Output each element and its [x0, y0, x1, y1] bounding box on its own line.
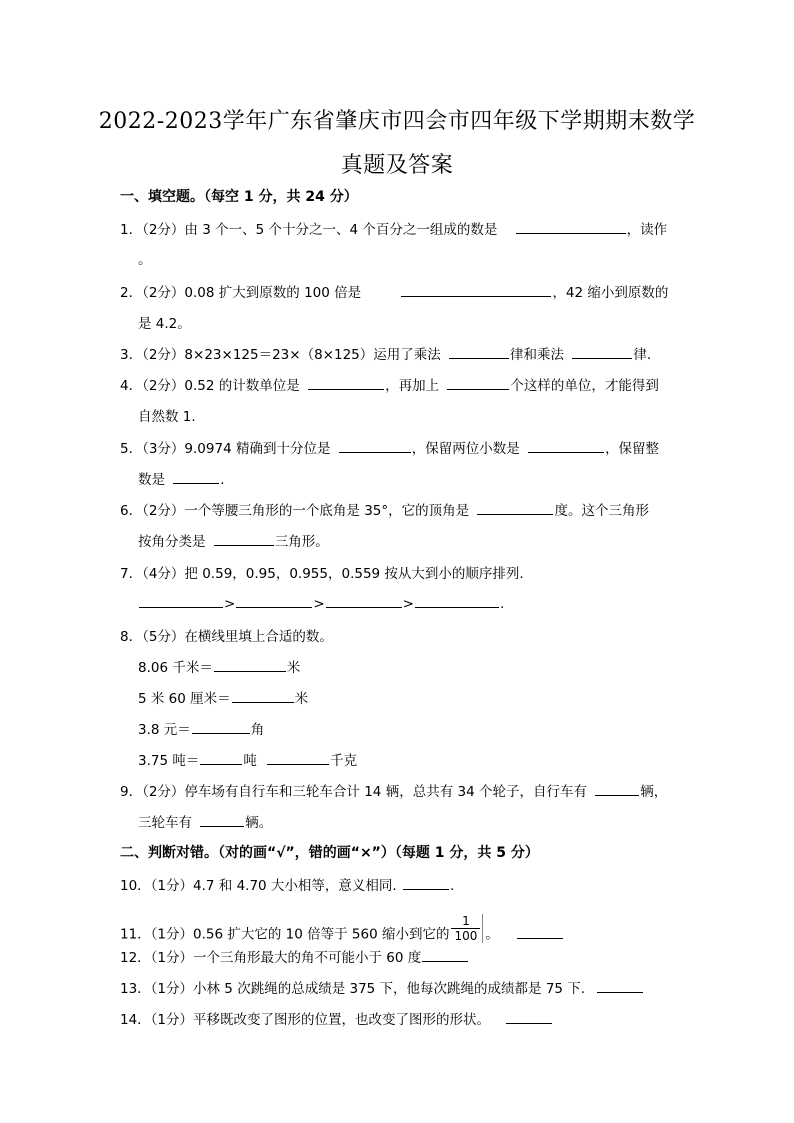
question-text: 是 4.2。 — [138, 316, 191, 332]
answer-blank[interactable] — [214, 657, 286, 672]
question-2-cont — [138, 312, 191, 332]
answer-blank[interactable] — [477, 500, 553, 515]
question-text: 个这样的单位，才能得到 — [510, 378, 659, 394]
question-8-row-3 — [138, 718, 264, 738]
question-text: 千克 — [330, 753, 358, 769]
question-text: 辆。 — [245, 815, 273, 831]
answer-blank[interactable] — [572, 344, 632, 359]
question-text: . — [220, 472, 225, 488]
answer-blank[interactable] — [308, 375, 384, 390]
question-text: 9．（2分）停车场有自行车和三轮车合计 14 辆，总共有 34 个轮子，自行车有 — [120, 784, 587, 800]
question-text: 数是 — [138, 472, 165, 488]
question-text: 按角分类是 — [138, 534, 206, 550]
question-8-row-1 — [138, 656, 300, 676]
question-text: 11．（1分）0.56 扩大它的 10 倍等于 560 缩小到它的 — [120, 926, 450, 943]
question-1-cont — [138, 248, 152, 268]
answer-blank[interactable] — [401, 282, 551, 297]
question-5-cont — [138, 468, 225, 488]
question-10 — [120, 874, 454, 894]
question-7-answers — [138, 593, 504, 612]
answer-blank[interactable] — [517, 924, 563, 939]
question-text: . — [450, 878, 455, 894]
question-text: 3.8 元＝ — [138, 722, 191, 738]
question-text: ，保留两位小数是 — [411, 441, 520, 457]
greater-than-sign: > — [224, 596, 236, 612]
answer-blank[interactable] — [506, 1009, 552, 1024]
question-text: 5 米 60 厘米＝ — [138, 691, 231, 707]
question-text: ，读作 — [626, 222, 668, 238]
answer-blank[interactable] — [326, 593, 402, 608]
question-text: 自然数 1. — [138, 409, 196, 425]
document-title-line1: 2022-2023学年广东省肇庆市四会市四年级下学期期末数学 — [98, 109, 696, 134]
question-8 — [120, 625, 333, 645]
question-2 — [120, 281, 668, 301]
question-8-row-2 — [138, 687, 308, 707]
answer-blank[interactable] — [200, 750, 242, 765]
question-4 — [120, 374, 659, 394]
answer-blank[interactable] — [597, 978, 643, 993]
question-text: 12．（1分）一个三角形最大的角不可能小于 60 度 — [120, 950, 422, 966]
answer-blank[interactable] — [449, 344, 509, 359]
answer-blank[interactable] — [422, 947, 468, 962]
question-text: 吨 — [243, 753, 257, 769]
answer-blank[interactable] — [447, 375, 509, 390]
fraction — [451, 914, 483, 943]
question-text: 8.06 千米＝ — [138, 660, 213, 676]
question-4-cont — [138, 405, 196, 425]
answer-blank[interactable] — [232, 688, 294, 703]
question-6-cont — [138, 530, 329, 550]
answer-blank[interactable] — [173, 469, 219, 484]
question-text: 三轮车有 — [138, 815, 192, 831]
question-text: 13．（1分）小林 5 次跳绳的总成绩是 375 下，他每次跳绳的成绩都是 75 下. — [120, 981, 586, 997]
question-13 — [120, 977, 644, 997]
answer-blank[interactable] — [214, 531, 274, 546]
answer-blank[interactable] — [139, 593, 223, 608]
answer-blank[interactable] — [192, 719, 250, 734]
question-text: 。 — [485, 926, 499, 943]
question-text: 律和乘法 — [510, 347, 565, 363]
question-text: 。 — [138, 252, 152, 268]
answer-blank[interactable] — [339, 438, 411, 453]
question-3 — [120, 343, 651, 363]
question-12 — [120, 946, 469, 966]
question-text: 10．（1分）4.7 和 4.70 大小相等，意义相同. — [120, 878, 397, 894]
section-heading-true-false: 二、判断对错。（对的画“√”，错的画“×”）（每题 1 分，共 5 分） — [120, 845, 539, 861]
question-9-cont — [138, 811, 272, 831]
answer-blank[interactable] — [200, 812, 244, 827]
question-text: ，保留整 — [605, 441, 660, 457]
question-1 — [120, 218, 667, 238]
section-heading-fill-blank: 一、填空题。（每空 1 分，共 24 分） — [120, 189, 358, 205]
question-text: 米 — [294, 691, 309, 707]
answer-blank[interactable] — [267, 750, 329, 765]
question-14 — [120, 1008, 553, 1028]
answer-blank[interactable] — [516, 219, 626, 234]
question-8-row-4 — [138, 749, 357, 769]
question-text: 4．（2分）0.52 的计数单位是 — [120, 378, 300, 394]
question-text: 3．（2分）8×23×125＝23×（8×125）运用了乘法 — [120, 347, 441, 363]
answer-blank[interactable] — [528, 438, 604, 453]
question-text: . — [499, 596, 505, 612]
answer-blank[interactable] — [595, 781, 639, 796]
answer-blank[interactable] — [415, 593, 499, 608]
question-text: 7．（4分）把 0.59，0.95，0.955，0.559 按从大到小的顺序排列. — [120, 566, 524, 582]
greater-than-sign: > — [402, 596, 414, 612]
answer-blank[interactable] — [403, 875, 449, 890]
answer-blank[interactable] — [236, 593, 312, 608]
question-text: 三角形。 — [274, 534, 329, 550]
question-7 — [120, 562, 524, 582]
question-text: 14．（1分）平移既改变了图形的位置，也改变了图形的形状。 — [120, 1012, 491, 1028]
question-11 — [120, 914, 564, 949]
question-6 — [120, 499, 649, 519]
question-text: 辆， — [640, 784, 668, 800]
document-title-line2: 真题及答案 — [340, 153, 454, 178]
question-text: 度。这个三角形 — [554, 503, 649, 519]
question-5 — [120, 437, 659, 457]
question-text: 米 — [286, 660, 301, 676]
question-text: ，42 缩小到原数的 — [552, 285, 669, 301]
fraction-denominator: 100 — [454, 929, 478, 943]
fraction-numerator: 1 — [451, 914, 480, 929]
greater-than-sign: > — [313, 596, 325, 612]
question-text: 2．（2分）0.08 扩大到原数的 100 倍是 — [120, 285, 362, 301]
question-9 — [120, 780, 667, 800]
question-text: 3.75 吨＝ — [138, 753, 200, 769]
question-text: 8．（5分）在横线里填上合适的数。 — [120, 629, 333, 645]
question-text: 5．（3分）9.0974 精确到十分位是 — [120, 441, 331, 457]
question-text: 1．（2分）由 3 个一、5 个十分之一、4 个百分之一组成的数是 — [120, 222, 498, 238]
question-text: 6．（2分）一个等腰三角形的一个底角是 35°，它的顶角是 — [120, 503, 470, 519]
question-text: 律. — [633, 347, 652, 363]
question-text: 角 — [250, 722, 265, 738]
question-text: ，再加上 — [385, 378, 440, 394]
